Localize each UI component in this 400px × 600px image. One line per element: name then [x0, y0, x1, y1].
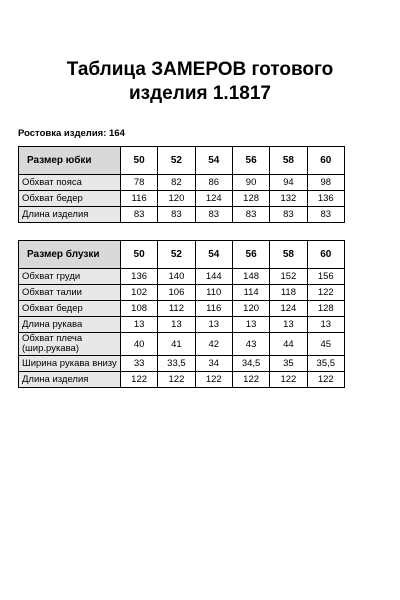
cell-value: 140: [158, 269, 195, 285]
cell-value: 122: [120, 372, 157, 388]
table-row: [19, 356, 345, 372]
cell-value: 34: [195, 356, 232, 372]
cell-value: 13: [195, 317, 232, 333]
skirt-header-label: Размер юбки: [19, 147, 121, 175]
title-line-1: Таблица ЗАМЕРОВ готового: [66, 59, 334, 80]
cell-value: 124: [270, 301, 307, 317]
cell-value: 114: [232, 285, 269, 301]
cell-value: 82: [158, 175, 195, 191]
size-header: 54: [195, 147, 232, 175]
size-header: 58: [270, 241, 307, 269]
cell-value: 83: [158, 207, 195, 223]
size-header: 56: [232, 241, 269, 269]
cell-value: 13: [307, 317, 344, 333]
table-header-row: [19, 147, 345, 175]
row-label: Длина изделия: [19, 372, 121, 388]
cell-value: 41: [158, 333, 195, 356]
cell-value: 102: [120, 285, 157, 301]
row-label-line-1: Обхват плеча: [22, 333, 83, 344]
cell-value: 90: [232, 175, 269, 191]
cell-value: 122: [307, 285, 344, 301]
table-row: [19, 175, 345, 191]
row-label: [19, 333, 121, 356]
size-header: 52: [158, 147, 195, 175]
cell-value: 83: [195, 207, 232, 223]
cell-value: 122: [232, 372, 269, 388]
height-label: Ростовка изделия: 164: [18, 128, 125, 139]
cell-value: 124: [195, 191, 232, 207]
size-header: 58: [270, 147, 307, 175]
row-label: Длина рукава: [19, 317, 121, 333]
table-row: [19, 317, 345, 333]
cell-value: 35: [270, 356, 307, 372]
cell-value: 83: [232, 207, 269, 223]
row-label: Обхват груди: [19, 269, 121, 285]
cell-value: 94: [270, 175, 307, 191]
size-header: 60: [307, 147, 344, 175]
cell-value: 83: [120, 207, 157, 223]
table-row: [19, 207, 345, 223]
cell-value: 83: [270, 207, 307, 223]
table-row: [19, 269, 345, 285]
cell-value: 116: [195, 301, 232, 317]
cell-value: 13: [158, 317, 195, 333]
cell-value: 40: [120, 333, 157, 356]
cell-value: 116: [120, 191, 157, 207]
table-row: [19, 285, 345, 301]
cell-value: 110: [195, 285, 232, 301]
blouse-size-table: [18, 240, 345, 388]
cell-value: 112: [158, 301, 195, 317]
cell-value: 122: [307, 372, 344, 388]
size-header: 52: [158, 241, 195, 269]
cell-value: 156: [307, 269, 344, 285]
table-row: [19, 333, 345, 356]
cell-value: 13: [270, 317, 307, 333]
cell-value: 148: [232, 269, 269, 285]
size-header: 56: [232, 147, 269, 175]
cell-value: 120: [232, 301, 269, 317]
cell-value: 13: [120, 317, 157, 333]
table-row: [19, 191, 345, 207]
cell-value: 152: [270, 269, 307, 285]
cell-value: 98: [307, 175, 344, 191]
cell-value: 118: [270, 285, 307, 301]
cell-value: 43: [232, 333, 269, 356]
row-label: Обхват талии: [19, 285, 121, 301]
row-label: Обхват бедер: [19, 301, 121, 317]
cell-value: 13: [232, 317, 269, 333]
cell-value: 106: [158, 285, 195, 301]
cell-value: 120: [158, 191, 195, 207]
cell-value: 44: [270, 333, 307, 356]
cell-value: 122: [270, 372, 307, 388]
size-header: 50: [120, 241, 157, 269]
cell-value: 128: [307, 301, 344, 317]
document-title: [0, 58, 400, 106]
cell-value: 128: [232, 191, 269, 207]
cell-value: 78: [120, 175, 157, 191]
skirt-size-table: [18, 146, 345, 223]
size-header: 60: [307, 241, 344, 269]
cell-value: 35,5: [307, 356, 344, 372]
size-header: 50: [120, 147, 157, 175]
cell-value: 34,5: [232, 356, 269, 372]
cell-value: 86: [195, 175, 232, 191]
cell-value: 42: [195, 333, 232, 356]
row-label: Ширина рукава внизу: [19, 356, 121, 372]
cell-value: 144: [195, 269, 232, 285]
cell-value: 122: [195, 372, 232, 388]
table-row: [19, 372, 345, 388]
row-label-line-2: (шир.рукава): [22, 343, 79, 354]
cell-value: 45: [307, 333, 344, 356]
cell-value: 83: [307, 207, 344, 223]
cell-value: 122: [158, 372, 195, 388]
row-label: Длина изделия: [19, 207, 121, 223]
row-label: Обхват бедер: [19, 191, 121, 207]
cell-value: 136: [307, 191, 344, 207]
table-header-row: [19, 241, 345, 269]
cell-value: 108: [120, 301, 157, 317]
size-header: 54: [195, 241, 232, 269]
cell-value: 136: [120, 269, 157, 285]
table-row: [19, 301, 345, 317]
title-line-2: изделия 1.1817: [129, 83, 271, 104]
blouse-header-label: Размер блузки: [19, 241, 121, 269]
cell-value: 132: [270, 191, 307, 207]
row-label: Обхват пояса: [19, 175, 121, 191]
cell-value: 33,5: [158, 356, 195, 372]
cell-value: 33: [120, 356, 157, 372]
